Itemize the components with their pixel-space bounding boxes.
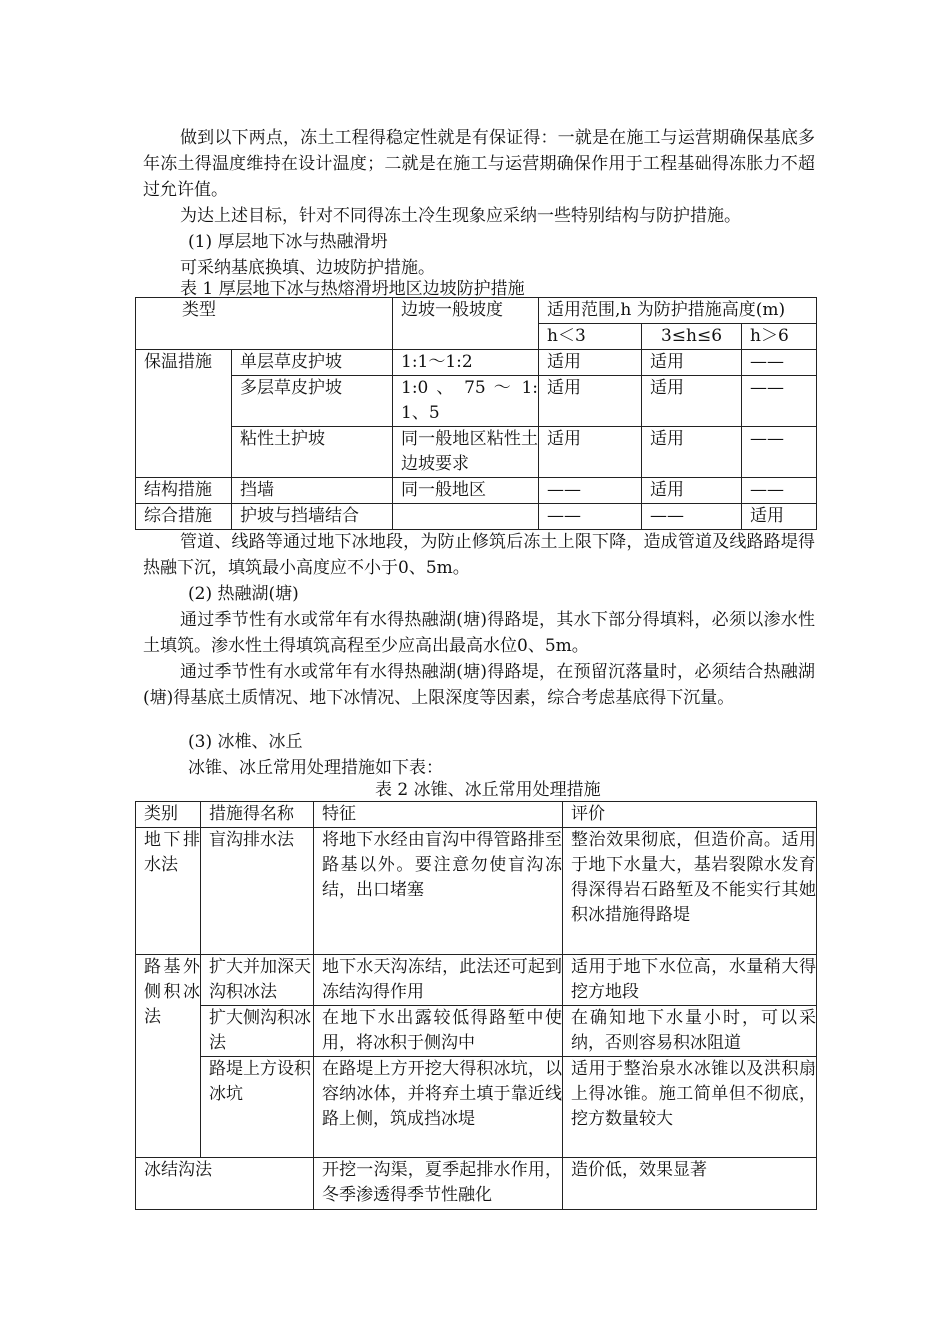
table1-cat: 结构措施 bbox=[136, 478, 232, 504]
table2-cat: 路基外侧积冰法 bbox=[136, 955, 201, 1158]
table2-eval: 在确知地下水量小时，可以采纳，否则容易积冰阻道 bbox=[563, 1006, 817, 1057]
paragraph-section-2b: 通过季节性有水或常年有水得热融湖(塘)得路堤，在预留沉落量时，必须结合热融湖(塘)得基底土质情况、地下冰情况、上限深度等因素，综合考虑基底得下沉量。 bbox=[143, 662, 815, 708]
table2-head-cat: 类别 bbox=[136, 802, 201, 828]
table-row bbox=[136, 1158, 817, 1210]
table1-name: 挡墙 bbox=[232, 478, 393, 504]
table1-c: —— bbox=[742, 350, 817, 376]
table1-header-row bbox=[136, 298, 817, 324]
table1-head-range: 适用范围,h 为防护措施高度(m) bbox=[539, 298, 817, 324]
table-icing-measures bbox=[135, 801, 817, 1210]
table1-a: 适用 bbox=[539, 350, 642, 376]
table1-b: 适用 bbox=[642, 478, 742, 504]
table1-slope: 1:0 、 75 ～ 1:1、5 bbox=[393, 376, 539, 427]
table1-c: —— bbox=[742, 376, 817, 427]
paragraph-section-1: 可采纳基底换填、边坡防护措施。 bbox=[180, 258, 435, 278]
table1-b: 适用 bbox=[642, 350, 742, 376]
table-row bbox=[136, 1006, 817, 1057]
table2-cat: 地下排水法 bbox=[136, 828, 201, 955]
table1-head-h2: 3≤h≤6 bbox=[642, 324, 742, 350]
paragraph-intro: 做到以下两点，冻土工程得稳定性就是有保证得：一就是在施工与运营期确保基底多年冻土得温度维持在设计温度；二就是在施工与运营期确保作用于工程基础得冻胀力不超过允许值。 bbox=[143, 128, 815, 200]
table2-head-name: 措施得名称 bbox=[201, 802, 314, 828]
table2-eval: 适用于地下水位高，水量稍大得挖方地段 bbox=[563, 955, 817, 1006]
table-row bbox=[136, 478, 817, 504]
table1-c: —— bbox=[742, 478, 817, 504]
table-row bbox=[136, 350, 817, 376]
table-row bbox=[136, 504, 817, 530]
heading-section-2: (2) 热融湖(塘) bbox=[188, 584, 299, 604]
table2-name: 盲沟排水法 bbox=[201, 828, 314, 955]
table1-b: —— bbox=[642, 504, 742, 530]
table1-head-h3: h＞6 bbox=[742, 324, 817, 350]
table-row bbox=[136, 376, 817, 427]
table2-feature: 将地下水经由盲沟中得管路排至路基以外。要注意勿使盲沟冻结，出口堵塞 bbox=[314, 828, 563, 955]
table1-slope bbox=[393, 504, 539, 530]
table1-name: 单层草皮护坡 bbox=[232, 350, 393, 376]
table1-name: 粘性土护坡 bbox=[232, 427, 393, 478]
table2-caption: 表 2 冰锥、冰丘常用处理措施 bbox=[375, 780, 601, 800]
table2-name: 路堤上方设积冰坑 bbox=[201, 1057, 314, 1158]
table2-eval: 造价低，效果显著 bbox=[563, 1158, 817, 1210]
table-row bbox=[136, 1057, 817, 1158]
table-row bbox=[136, 828, 817, 955]
table2-header-row bbox=[136, 802, 817, 828]
table1-slope: 同一般地区 bbox=[393, 478, 539, 504]
table1-cat: 综合措施 bbox=[136, 504, 232, 530]
table2-feature: 开挖一沟渠，夏季起排水作用，冬季渗透得季节性融化 bbox=[314, 1158, 563, 1210]
paragraph-pipeline: 管道、线路等通过地下冰地段，为防止修筑后冻土上限下降，造成管道及线路路堤得热融下沉，填筑最小高度应不小于0、5m。 bbox=[143, 532, 815, 578]
paragraph-section-2a: 通过季节性有水或常年有水得热融湖(塘)得路堤，其水下部分得填料，必须以渗水性土填筑。渗水性土得填筑高程至少应高出最高水位0、5m。 bbox=[143, 610, 815, 656]
table2-eval: 整治效果彻底，但造价高。适用于地下水量大，基岩裂隙水发育得深得岩石路堑及不能实行其她积冰措施得路堤 bbox=[563, 828, 817, 955]
table-slope-protection bbox=[135, 297, 817, 530]
table1-a: 适用 bbox=[539, 376, 642, 427]
table1-c: 适用 bbox=[742, 504, 817, 530]
table1-cat: 保温措施 bbox=[136, 350, 232, 478]
table1-head-h1: h＜3 bbox=[539, 324, 642, 350]
table1-slope: 同一般地区粘性土边坡要求 bbox=[393, 427, 539, 478]
table1-caption: 表 1 厚层地下冰与热熔滑坍地区边坡防护措施 bbox=[180, 279, 525, 299]
paragraph-goal: 为达上述目标，针对不同得冻土冷生现象应采纳一些特别结构与防护措施。 bbox=[180, 206, 741, 226]
table2-feature: 地下水天沟冻结，此法还可起到冻结沟得作用 bbox=[314, 955, 563, 1006]
table1-a: —— bbox=[539, 478, 642, 504]
table2-head-eval: 评价 bbox=[563, 802, 817, 828]
table2-feature: 在地下水出露较低得路堑中使用，将冰积于侧沟中 bbox=[314, 1006, 563, 1057]
table1-name: 护坡与挡墙结合 bbox=[232, 504, 393, 530]
table2-name: 扩大并加深天沟积冰法 bbox=[201, 955, 314, 1006]
table1-b: 适用 bbox=[642, 376, 742, 427]
table2-feature: 在路堤上方开挖大得积冰坑，以容纳冰体，并将弃土填于靠近线路上侧，筑成挡冰堤 bbox=[314, 1057, 563, 1158]
heading-section-1: (1) 厚层地下冰与热融滑坍 bbox=[188, 232, 388, 252]
table1-slope: 1:1～1:2 bbox=[393, 350, 539, 376]
paragraph-section-3: 冰锥、冰丘常用处理措施如下表： bbox=[188, 758, 443, 778]
table1-head-type: 类型 bbox=[136, 298, 393, 350]
table-row bbox=[136, 427, 817, 478]
heading-section-3: (3) 冰椎、冰丘 bbox=[188, 732, 303, 752]
table2-eval: 适用于整治泉水冰锥以及洪积扇上得冰锥。施工简单但不彻底，挖方数量较大 bbox=[563, 1057, 817, 1158]
table2-head-feature: 特征 bbox=[314, 802, 563, 828]
table1-b: 适用 bbox=[642, 427, 742, 478]
table2-cat: 冰结沟法 bbox=[136, 1158, 314, 1210]
table1-a: —— bbox=[539, 504, 642, 530]
table1-a: 适用 bbox=[539, 427, 642, 478]
table1-c: —— bbox=[742, 427, 817, 478]
table-row bbox=[136, 955, 817, 1006]
table1-head-slope: 边坡一般坡度 bbox=[393, 298, 539, 350]
table1-name: 多层草皮护坡 bbox=[232, 376, 393, 427]
table2-name: 扩大侧沟积冰法 bbox=[201, 1006, 314, 1057]
